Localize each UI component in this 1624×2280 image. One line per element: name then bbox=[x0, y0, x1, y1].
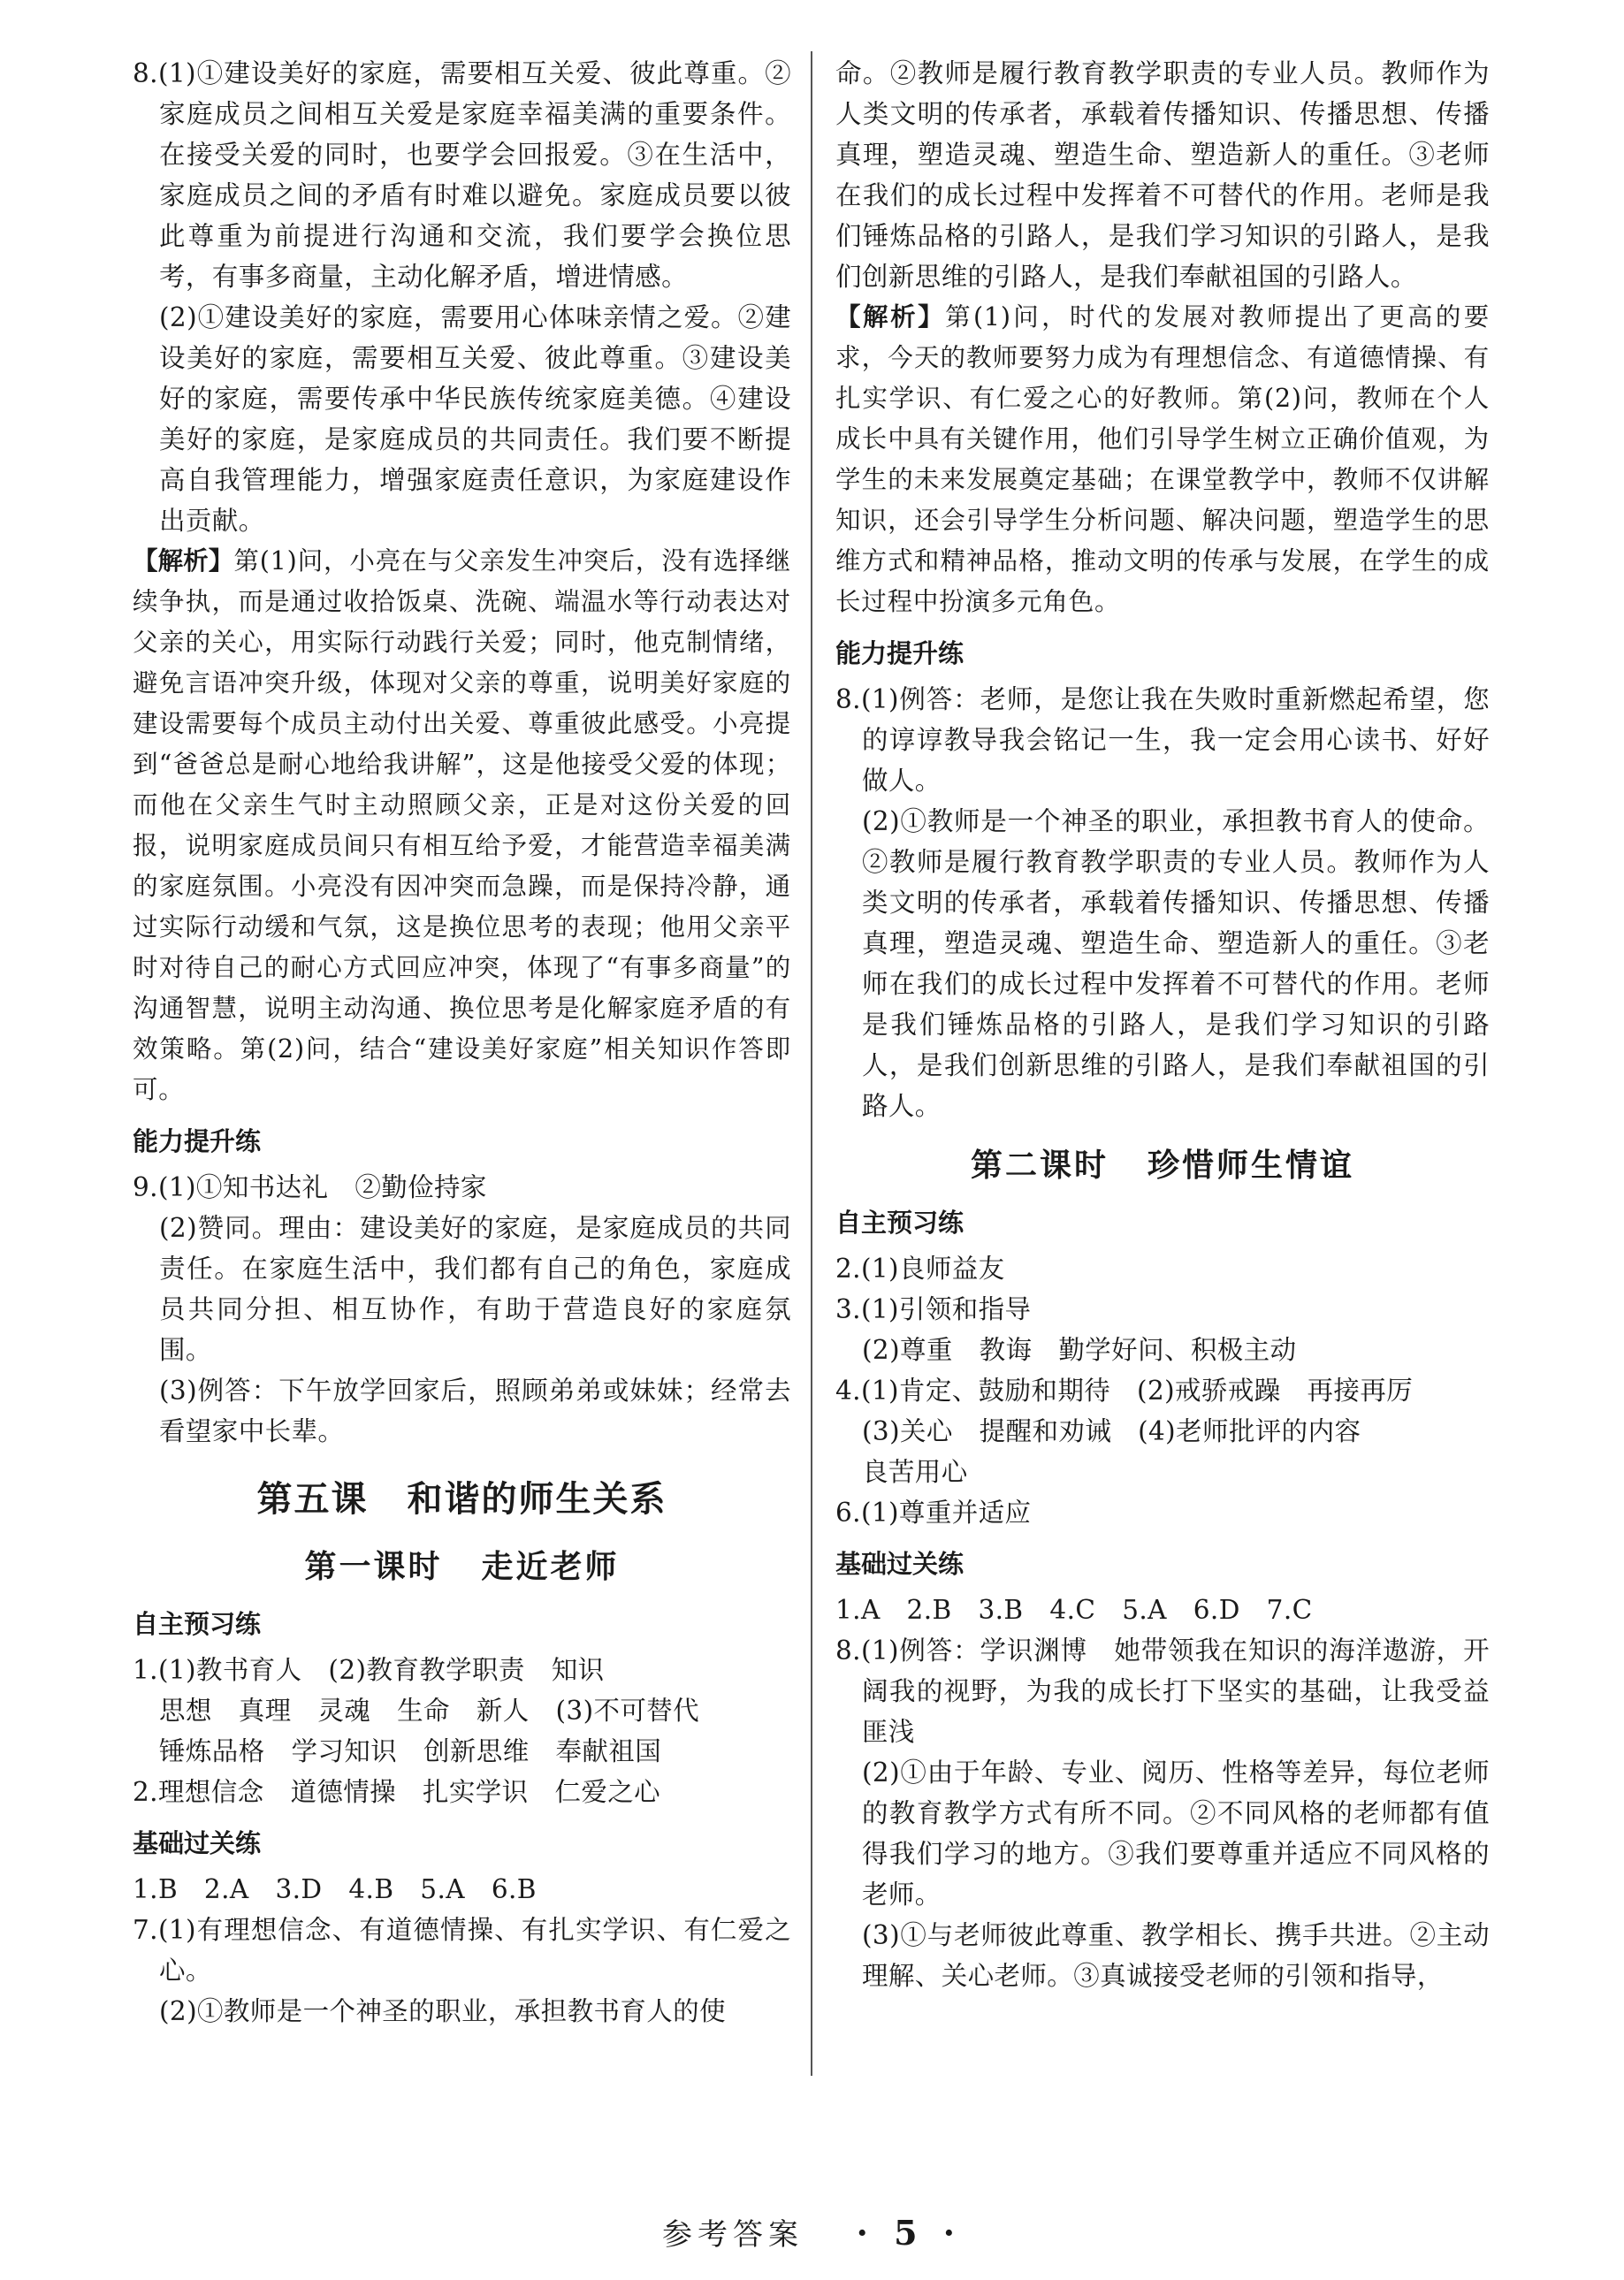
answer-paragraph: (2)①教师是一个神圣的职业，承担教书育人的使 bbox=[159, 1996, 726, 2026]
answer-paragraph: 6.(1)尊重并适应 bbox=[835, 1498, 1032, 1528]
analysis-tag: 【解析】 bbox=[133, 546, 234, 576]
answer-paragraph: 1.B 2.A 3.D 4.B 5.A 6.B bbox=[133, 1874, 537, 1904]
page-footer bbox=[0, 2210, 1624, 2253]
title-text: 和谐的师生关系 bbox=[407, 1479, 667, 1520]
footer-label: 参考答案 bbox=[662, 2217, 804, 2253]
title-text: 珍惜师生情谊 bbox=[1147, 1147, 1355, 1184]
answer-paragraph: (2)①教师是一个神圣的职业，承担教书育人的使命。②教师是履行教育教学职责的专业人员。教师作为人类文明的传承者，承载着传播知识、传播思想、传播真理，塑造灵魂、塑造生命、塑造新人的重任。③老师在我们的成长过程中发挥着不可替代的作用。老师是我们锤炼品格的引路人，是我们学习知识的引路人，是我们创新思维的引路人，是我们奉献祖国的引路人。 bbox=[862, 806, 1490, 1121]
answer-paragraph: 1.A 2.B 3.B 4.C 5.A 6.D 7.C bbox=[835, 1595, 1313, 1625]
section-heading: 能力提升练 bbox=[133, 1126, 262, 1156]
answer-paragraph: 8.(1)例答：学识渊博 她带领我在知识的海洋遨游，开阔我的视野，为我的成长打下坚实的基础，让我受益匪浅 bbox=[835, 1636, 1490, 1747]
answer-paragraph: (2)尊重 教诲 勤学好问、积极主动 bbox=[862, 1335, 1297, 1365]
page-number: · 5 · bbox=[856, 2213, 962, 2253]
analysis-tag: 【解析】 bbox=[835, 302, 946, 332]
answer-paragraph: 良苦用心 bbox=[862, 1457, 968, 1487]
answer-paragraph: (3)①与老师彼此尊重、教学相长、携手共进。②主动理解、关心老师。③真诚接受老师的引领和指导， bbox=[862, 1920, 1490, 1991]
analysis-paragraph bbox=[133, 541, 791, 1110]
answer-paragraph: 1.(1)教书育人 (2)教育教学职责 知识 bbox=[133, 1655, 605, 1685]
answer-paragraph: 7.(1)有理想信念、有道德情操、有扎实学识、有仁爱之心。 bbox=[133, 1915, 791, 1986]
answer-paragraph: (3)关心 提醒和劝诫 (4)老师批评的内容 bbox=[862, 1416, 1361, 1446]
title-number: 第一课时 bbox=[304, 1548, 443, 1585]
right-column bbox=[835, 53, 1490, 1996]
answer-paragraph: 2.理想信念 道德情操 扎实学识 仁爱之心 bbox=[133, 1777, 661, 1807]
title-text: 走近老师 bbox=[481, 1548, 620, 1585]
answer-paragraph: 4.(1)肯定、鼓励和期待 (2)戒骄戒躁 再接再厉 bbox=[835, 1376, 1414, 1406]
section-heading: 自主预习练 bbox=[133, 1609, 262, 1639]
lesson-title bbox=[133, 1471, 791, 1528]
title-number: 第二课时 bbox=[970, 1147, 1109, 1184]
answer-paragraph: 8.(1)①建设美好的家庭，需要相互关爱、彼此尊重。②家庭成员之间相互关爱是家庭幸福美满的重要条件。在接受关爱的同时，也要学会回报爱。③在生活中，家庭成员之间的矛盾有时难以避免。家庭成员要以彼此尊重为前提进行沟通和交流，我们要学会换位思考，有事多商量，主动化解矛盾，增进情感。 bbox=[133, 58, 791, 292]
period-title bbox=[133, 1540, 791, 1593]
answer-paragraph: 3.(1)引领和指导 bbox=[835, 1294, 1032, 1324]
section-heading: 基础过关练 bbox=[835, 1549, 964, 1579]
answer-paragraph: 思想 真理 灵魂 生命 新人 (3)不可替代 bbox=[159, 1696, 700, 1726]
period-title bbox=[835, 1139, 1490, 1192]
title-number: 第五课 bbox=[256, 1479, 369, 1520]
section-heading: 基础过关练 bbox=[133, 1828, 262, 1858]
answer-paragraph: (2)①由于年龄、专业、阅历、性格等差异，每位老师的教育教学方式有所不同。②不同风格的老师都有值得我们学习的地方。③我们要尊重并适应不同风格的老师。 bbox=[862, 1758, 1490, 1910]
answer-paragraph: 2.(1)良师益友 bbox=[835, 1254, 1005, 1284]
column-divider bbox=[811, 51, 812, 2076]
answer-paragraph: 9.(1)①知书达礼 ②勤俭持家 bbox=[133, 1172, 487, 1202]
answer-paragraph: (3)例答：下午放学回家后，照顾弟弟或妹妹；经常去看望家中长辈。 bbox=[159, 1376, 791, 1446]
answer-paragraph: 命。②教师是履行教育教学职责的专业人员。教师作为人类文明的传承者，承载着传播知识、传播思想、传播真理，塑造灵魂、塑造生命、塑造新人的重任。③老师在我们的成长过程中发挥着不可替代的作用。老师是我们锤炼品格的引路人，是我们学习知识的引路人，是我们创新思维的引路人，是我们奉献祖国的引路人。 bbox=[835, 58, 1490, 292]
analysis-text: 第(1)问，时代的发展对教师提出了更高的要求，今天的教师要努力成为有理想信念、有道德情操、有扎实学识、有仁爱之心的好教师。第(2)问，教师在个人成长中具有关键作用，他们引导学生树立正确价值观，为学生的未来发展奠定基础；在课堂教学中，教师不仅讲解知识，还会引导学生分析问题、解决问题，塑造学生的思维方式和精神品格，推动文明的传承与发展，在学生的成长过程中扮演多元角色。 bbox=[835, 302, 1490, 616]
section-heading: 自主预习练 bbox=[835, 1208, 964, 1238]
left-column bbox=[133, 53, 791, 2032]
analysis-text: 第(1)问，小亮在与父亲发生冲突后，没有选择继续争执，而是通过收拾饭桌、洗碗、端温水等行动表达对父亲的关心，用实际行动践行关爱；同时，他克制情绪，避免言语冲突升级，体现对父亲的尊重，说明美好家庭的建设需要每个成员主动付出关爱、尊重彼此感受。小亮提到“爸爸总是耐心地给我讲解”，这是他接受父爱的体现；而他在父亲生气时主动照顾父亲，正是对这份关爱的回报，说明家庭成员间只有相互给予爱，才能营造幸福美满的家庭氛围。小亮没有因冲突而急躁，而是保持冷静，通过实际行动缓和气氛，这是换位思考的表现；他用父亲平时对待自己的耐心方式回应冲突，体现了“有事多商量”的沟通智慧，说明主动沟通、换位思考是化解家庭矛盾的有效策略。第(2)问，结合“建设美好家庭”相关知识作答即可。 bbox=[133, 546, 791, 1104]
answer-paragraph: 锤炼品格 学习知识 创新思维 奉献祖国 bbox=[159, 1736, 662, 1766]
answer-paragraph: 8.(1)例答：老师，是您让我在失败时重新燃起希望，您的谆谆教导我会铭记一生，我一定会用心读书、好好做人。 bbox=[835, 684, 1490, 796]
analysis-paragraph bbox=[835, 297, 1490, 622]
answer-paragraph: (2)赞同。理由：建设美好的家庭，是家庭成员的共同责任。在家庭生活中，我们都有自己的角色，家庭成员共同分担、相互协作，有助于营造良好的家庭氛围。 bbox=[159, 1213, 791, 1365]
answer-paragraph: (2)①建设美好的家庭，需要用心体味亲情之爱。②建设美好的家庭，需要相互关爱、彼此尊重。③建设美好的家庭，需要传承中华民族传统家庭美德。④建设美好的家庭，是家庭成员的共同责任。我们要不断提高自我管理能力，增强家庭责任意识，为家庭建设作出贡献。 bbox=[159, 302, 791, 536]
section-heading: 能力提升练 bbox=[835, 638, 964, 668]
